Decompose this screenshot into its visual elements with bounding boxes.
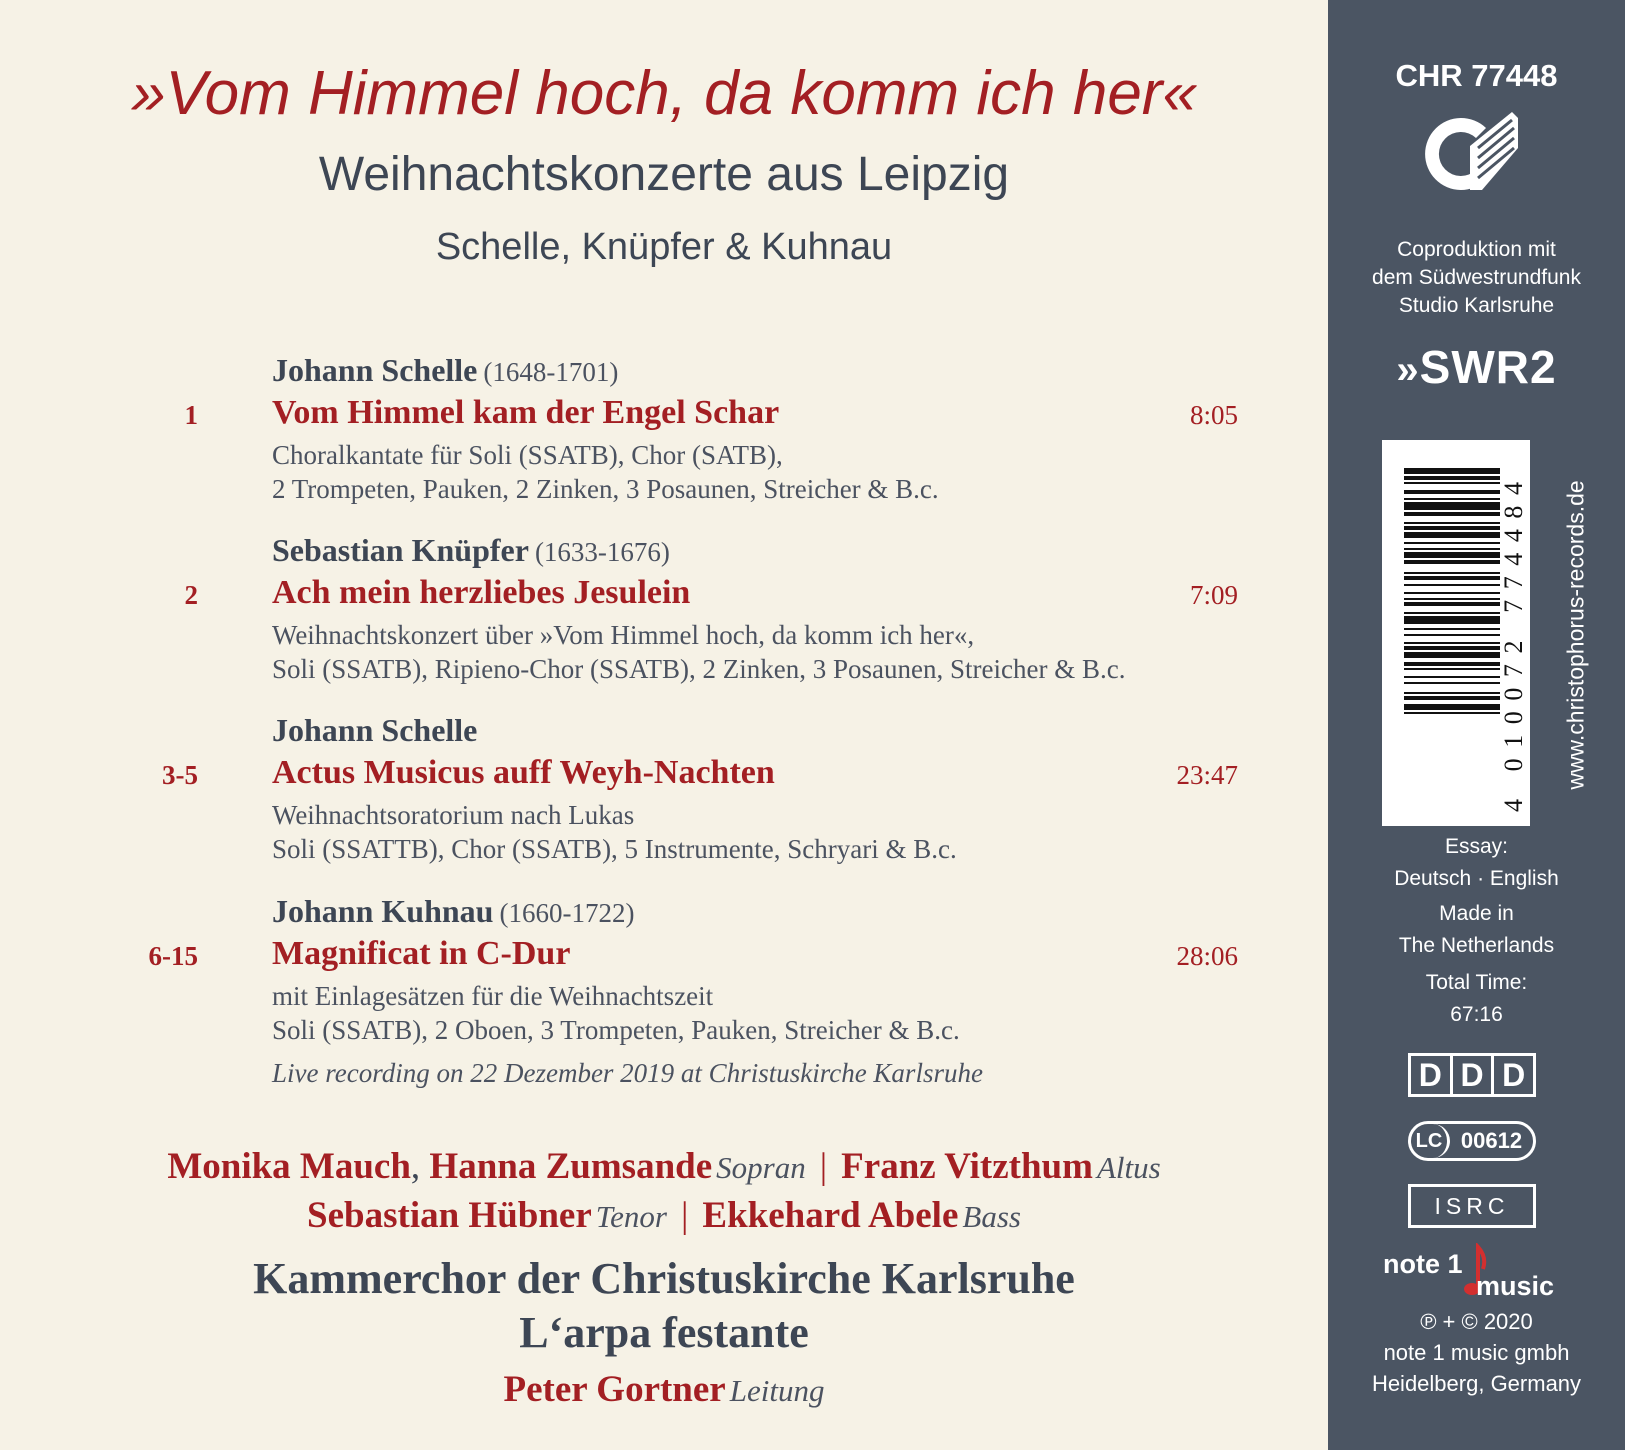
composer-name bbox=[272, 352, 618, 389]
note1-label: note 1 bbox=[1383, 1249, 1463, 1279]
music-label: music bbox=[1476, 1271, 1555, 1301]
soloist-name: Ekkehard Abele bbox=[702, 1195, 959, 1236]
voice-role: Altus bbox=[1096, 1150, 1161, 1185]
album-title: »Vom Himmel hoch, da komm ich her« bbox=[131, 59, 1197, 128]
composer-dates: (1660-1722) bbox=[499, 898, 635, 928]
barcode-digits: 4 010072 774484 bbox=[1499, 482, 1528, 812]
track-number: 6-15 bbox=[148, 941, 198, 971]
track-number: 3-5 bbox=[162, 760, 198, 790]
barcode-bar bbox=[1404, 602, 1500, 606]
barcode-bar bbox=[1404, 652, 1500, 658]
choir-name: Kammerchor der Christuskirche Karlsruhe bbox=[253, 1254, 1075, 1303]
barcode-bar bbox=[1404, 662, 1500, 666]
conductor-role: Leitung bbox=[729, 1373, 825, 1408]
work-duration: 7:09 bbox=[1189, 580, 1238, 610]
conductor-line bbox=[0, 1368, 1328, 1411]
soloists-line-2 bbox=[0, 1194, 1328, 1237]
barcode-bar bbox=[1404, 704, 1500, 710]
essay-info bbox=[1328, 831, 1625, 895]
barcode-bar bbox=[1404, 642, 1500, 644]
ensemble-name: L‘arpa festante bbox=[519, 1308, 809, 1357]
composer-dates: (1648-1701) bbox=[483, 357, 619, 387]
christophorus-logo-icon bbox=[1424, 106, 1520, 202]
publisher-name: note 1 music gmbh bbox=[1383, 1340, 1570, 1365]
swr2-logo bbox=[1328, 340, 1625, 394]
work-description: Weihnachtsoratorium nach Lukas bbox=[272, 800, 635, 830]
barcode-bar bbox=[1404, 560, 1500, 564]
album-subtitle: Weihnachtskonzerte aus Leipzig bbox=[318, 148, 1010, 201]
barcode-bar bbox=[1404, 482, 1500, 484]
essay-label: Essay: bbox=[1444, 835, 1509, 858]
barcode-bar bbox=[1404, 646, 1500, 650]
work-duration: 23:47 bbox=[1176, 760, 1238, 790]
work-scoring: Soli (SSATB), Ripieno-Chor (SSATB), 2 Zinken, 3 Posaunen, Streicher & B.c. bbox=[272, 654, 1126, 684]
composer-dates: (1633-1676) bbox=[534, 537, 670, 567]
note1-music-logo bbox=[1383, 1243, 1583, 1303]
barcode-bar bbox=[1404, 668, 1500, 670]
work-scoring: Soli (SSATB), 2 Oboen, 3 Trompeten, Pauken, Streicher & B.c. bbox=[272, 1015, 960, 1045]
barcode-bar bbox=[1404, 468, 1500, 474]
composer-name bbox=[272, 893, 634, 930]
barcode-bar bbox=[1404, 676, 1500, 678]
coproduction-line: Studio Karlsruhe bbox=[1398, 294, 1555, 317]
label-code-badge bbox=[1408, 1121, 1536, 1161]
publisher-location: Heidelberg, Germany bbox=[1371, 1371, 1582, 1396]
separator: | bbox=[681, 1195, 689, 1236]
work-title: Ach mein herzliebes Jesulein bbox=[272, 574, 691, 611]
composer-name bbox=[272, 712, 477, 749]
lc-number: 00612 bbox=[1460, 1128, 1523, 1153]
track-number: 2 bbox=[184, 580, 198, 610]
barcode-bar bbox=[1404, 572, 1500, 574]
work-title: Actus Musicus auff Weyh-Nachten bbox=[272, 754, 775, 791]
barcode-bar bbox=[1404, 612, 1500, 614]
composer-label: Johann Schelle bbox=[272, 712, 478, 748]
work-title: Magnificat in C-Dur bbox=[272, 935, 571, 972]
track-number: 1 bbox=[184, 400, 198, 430]
barcode-bar bbox=[1404, 576, 1500, 580]
soloist-name: Hanna Zumsande bbox=[429, 1146, 713, 1187]
work-description: Weihnachtskonzert über »Vom Himmel hoch, da komm ich her«, bbox=[272, 620, 975, 650]
voice-role: Bass bbox=[962, 1199, 1021, 1234]
barcode-bar bbox=[1404, 512, 1500, 516]
work-description: Choralkantate für Soli (SSATB), Chor (SATB), bbox=[272, 440, 783, 470]
work-duration: 8:05 bbox=[1189, 400, 1238, 430]
ddd-letter: D bbox=[1502, 1057, 1526, 1093]
coproduction-note bbox=[1328, 236, 1625, 320]
barcode-bar bbox=[1404, 532, 1500, 538]
barcode-bar bbox=[1404, 542, 1500, 544]
barcode-bar bbox=[1404, 592, 1500, 594]
ddd-letter: D bbox=[1411, 1056, 1453, 1094]
work-title: Vom Himmel kam der Engel Schar bbox=[272, 394, 780, 431]
made-in-label: Made in bbox=[1439, 902, 1514, 925]
voice-role: Sopran bbox=[716, 1150, 806, 1185]
barcode-bar bbox=[1404, 490, 1500, 494]
total-time-value: 67:16 bbox=[1450, 1003, 1503, 1026]
conductor-name: Peter Gortner bbox=[503, 1369, 726, 1410]
barcode-bar bbox=[1404, 498, 1500, 500]
ddd-badge bbox=[1408, 1053, 1536, 1097]
catalog-number: CHR 77448 bbox=[1395, 58, 1558, 93]
publisher-info bbox=[1328, 1306, 1625, 1399]
barcode-bar bbox=[1404, 502, 1500, 510]
soloist-name: Franz Vitzthum bbox=[841, 1146, 1093, 1187]
essay-languages: Deutsch · English bbox=[1394, 867, 1559, 890]
work-scoring: 2 Trompeten, Pauken, 2 Zinken, 3 Posaunen, Streicher & B.c. bbox=[272, 474, 939, 504]
barcode-bar bbox=[1404, 584, 1500, 586]
soloist-name: Sebastian Hübner bbox=[307, 1195, 592, 1236]
live-recording-note: Live recording on 22 Dezember 2019 at Christuskirche Karlsruhe bbox=[272, 1058, 983, 1088]
work-scoring: Soli (SSATTB), Chor (SSATB), 5 Instrumente, Schryari & B.c. bbox=[272, 834, 957, 864]
barcode-bar bbox=[1404, 526, 1500, 530]
coproduction-line: dem Südwestrundfunk bbox=[1372, 266, 1581, 289]
copyright: ℗ + © 2020 bbox=[1420, 1309, 1533, 1334]
composer-name bbox=[272, 532, 670, 569]
composer-label: Sebastian Knüpfer bbox=[272, 532, 529, 568]
separator: | bbox=[819, 1146, 828, 1187]
barcode-bar bbox=[1404, 712, 1500, 714]
made-in-country: The Netherlands bbox=[1398, 934, 1555, 957]
website-label: www.christophorus-records.de bbox=[1562, 480, 1589, 790]
voice-role: Tenor bbox=[595, 1199, 667, 1234]
lc-mark: LC bbox=[1411, 1124, 1450, 1158]
barcode-bar bbox=[1404, 696, 1500, 700]
barcode-bar bbox=[1404, 692, 1500, 694]
swr2-label: SWR2 bbox=[1419, 341, 1557, 393]
barcode-bar bbox=[1404, 616, 1500, 624]
soloists-line-1: Monika Mauch, Hanna Zumsande Sopran | Franz Vitzthum Altus bbox=[167, 1146, 1161, 1187]
barcode-bar bbox=[1404, 598, 1500, 600]
composer-label: Johann Schelle bbox=[272, 352, 478, 388]
total-time-label: Total Time: bbox=[1425, 971, 1528, 994]
sidebar bbox=[1328, 0, 1625, 1450]
barcode-bar bbox=[1404, 522, 1500, 524]
barcode bbox=[1382, 440, 1530, 826]
work-duration: 28:06 bbox=[1176, 941, 1238, 971]
barcode-bars bbox=[1382, 440, 1530, 826]
barcode-bar bbox=[1404, 634, 1500, 636]
barcode-bar bbox=[1404, 628, 1500, 630]
barcode-bar bbox=[1404, 548, 1500, 550]
isrc-badge: ISRC bbox=[1408, 1184, 1536, 1228]
double-chevron-icon: » bbox=[1396, 348, 1420, 392]
work-description: mit Einlagesätzen für die Weihnachtszeit bbox=[272, 981, 714, 1011]
composer-list: Schelle, Knüpfer & Kuhnau bbox=[435, 226, 893, 268]
barcode-bar bbox=[1404, 552, 1500, 558]
ddd-letter: D bbox=[1453, 1056, 1495, 1094]
barcode-bar bbox=[1404, 682, 1500, 684]
soloist-name: Monika Mauch bbox=[167, 1146, 411, 1187]
manufacture-info bbox=[1328, 898, 1625, 962]
composer-label: Johann Kuhnau bbox=[272, 893, 494, 929]
barcode-bar bbox=[1404, 476, 1500, 480]
total-time-info bbox=[1328, 967, 1625, 1031]
coproduction-line: Coproduktion mit bbox=[1397, 238, 1556, 261]
